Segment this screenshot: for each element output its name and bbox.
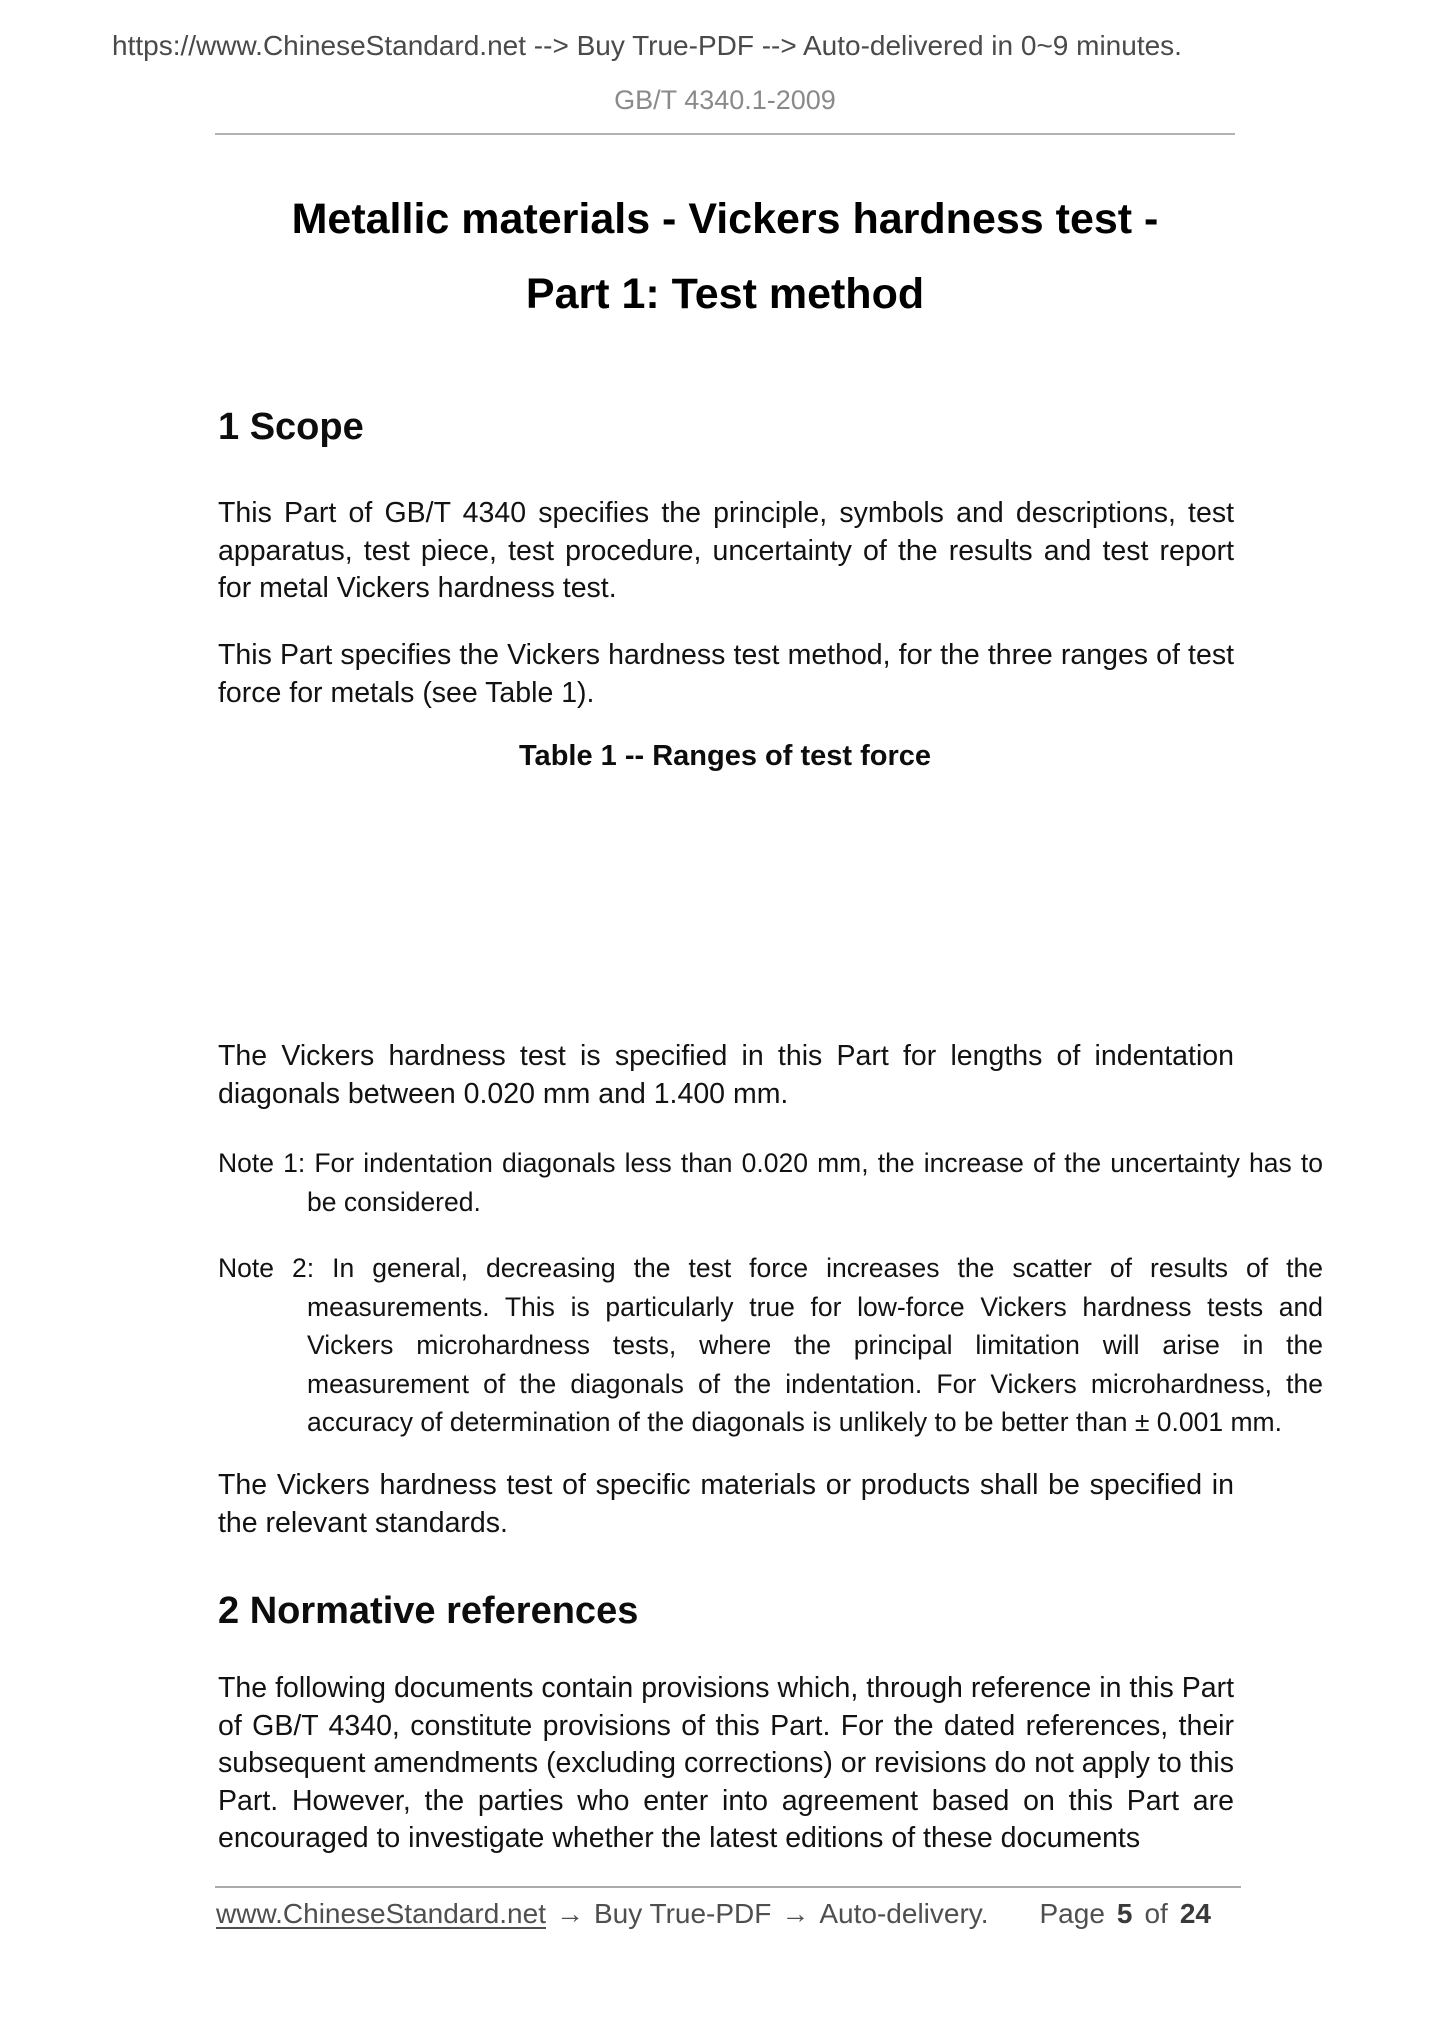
header-url-line: https://www.ChineseStandard.net --> Buy True-PDF --> Auto-delivered in 0~9 minutes. bbox=[112, 30, 1182, 61]
table1-caption: Table 1 -- Ranges of test force bbox=[519, 740, 931, 772]
footer-site-link[interactable]: www.ChineseStandard.net bbox=[216, 1898, 546, 1929]
normative-paragraph-1: The following documents contain provisions which, through reference in this Part of GB/T 4340, constitute provisions of this Part. For the dated references, their subsequent amendments (excluding corrections) or revisions do not apply to this Part. However, the parties who enter into agreement based on this Part are encouraged to investigate whether the latest editions of these documents bbox=[218, 1672, 1234, 1855]
of-label: of bbox=[1144, 1898, 1168, 1929]
note-1-label: Note 1: bbox=[218, 1148, 306, 1178]
arrow-right-icon: → bbox=[555, 1898, 584, 1929]
section-heading-normative-references: 2 Normative references bbox=[218, 1590, 639, 1632]
note-1-text: For indentation diagonals less than 0.020 mm, the increase of the uncertainty has to be considered. bbox=[307, 1148, 1323, 1217]
footer-left-group bbox=[216, 1896, 988, 1932]
page-label: Page bbox=[1039, 1898, 1105, 1929]
document-title-line2: Part 1: Test method bbox=[525, 270, 925, 318]
header-doc-code: GB/T 4340.1-2009 bbox=[614, 85, 836, 115]
footer-buy-text: Buy True-PDF bbox=[593, 1898, 772, 1929]
note-2 bbox=[218, 1249, 1323, 1442]
scope-paragraph-2: This Part specifies the Vickers hardness test method, for the three ranges of test force for metals (see Table 1). bbox=[218, 639, 1234, 709]
footer-delivery-text: Auto-delivery. bbox=[819, 1898, 989, 1929]
page-indicator bbox=[1034, 1896, 1218, 1932]
note-2-label: Note 2: bbox=[218, 1253, 315, 1283]
scope-paragraph-1: This Part of GB/T 4340 specifies the principle, symbols and descriptions, test apparatus, test piece, test procedure, uncertainty of the results and test report for metal Vickers hardness test. bbox=[218, 497, 1234, 605]
section-heading-scope: 1 Scope bbox=[218, 406, 364, 448]
note-1 bbox=[218, 1144, 1323, 1221]
arrow-right-icon: → bbox=[781, 1898, 810, 1929]
footer bbox=[216, 1896, 1217, 1932]
document-title bbox=[215, 182, 1235, 332]
note-2-text: In general, decreasing the test force increases the scatter of results of the measurements. This is particularly true for low-force Vickers hardness tests and Vickers microhardness tests, where the principal limitation will arise in the measurement of the diagonals of the indentation. For Vickers microhardness, the accuracy of determination of the diagonals is unlikely to be better than ± 0.001 mm. bbox=[307, 1253, 1323, 1437]
header-rule bbox=[215, 133, 1235, 135]
document-title-line1: Metallic materials - Vickers hardness test - bbox=[291, 195, 1159, 243]
scope-paragraph-3: The Vickers hardness test is specified in this Part for lengths of indentation diagonals between 0.020 mm and 1.400 mm. bbox=[218, 1040, 1234, 1110]
page-total: 24 bbox=[1179, 1898, 1211, 1929]
scope-paragraph-4: The Vickers hardness test of specific materials or products shall be specified in the relevant standards. bbox=[218, 1469, 1234, 1539]
page-number: 5 bbox=[1116, 1898, 1133, 1929]
footer-rule bbox=[215, 1886, 1241, 1888]
